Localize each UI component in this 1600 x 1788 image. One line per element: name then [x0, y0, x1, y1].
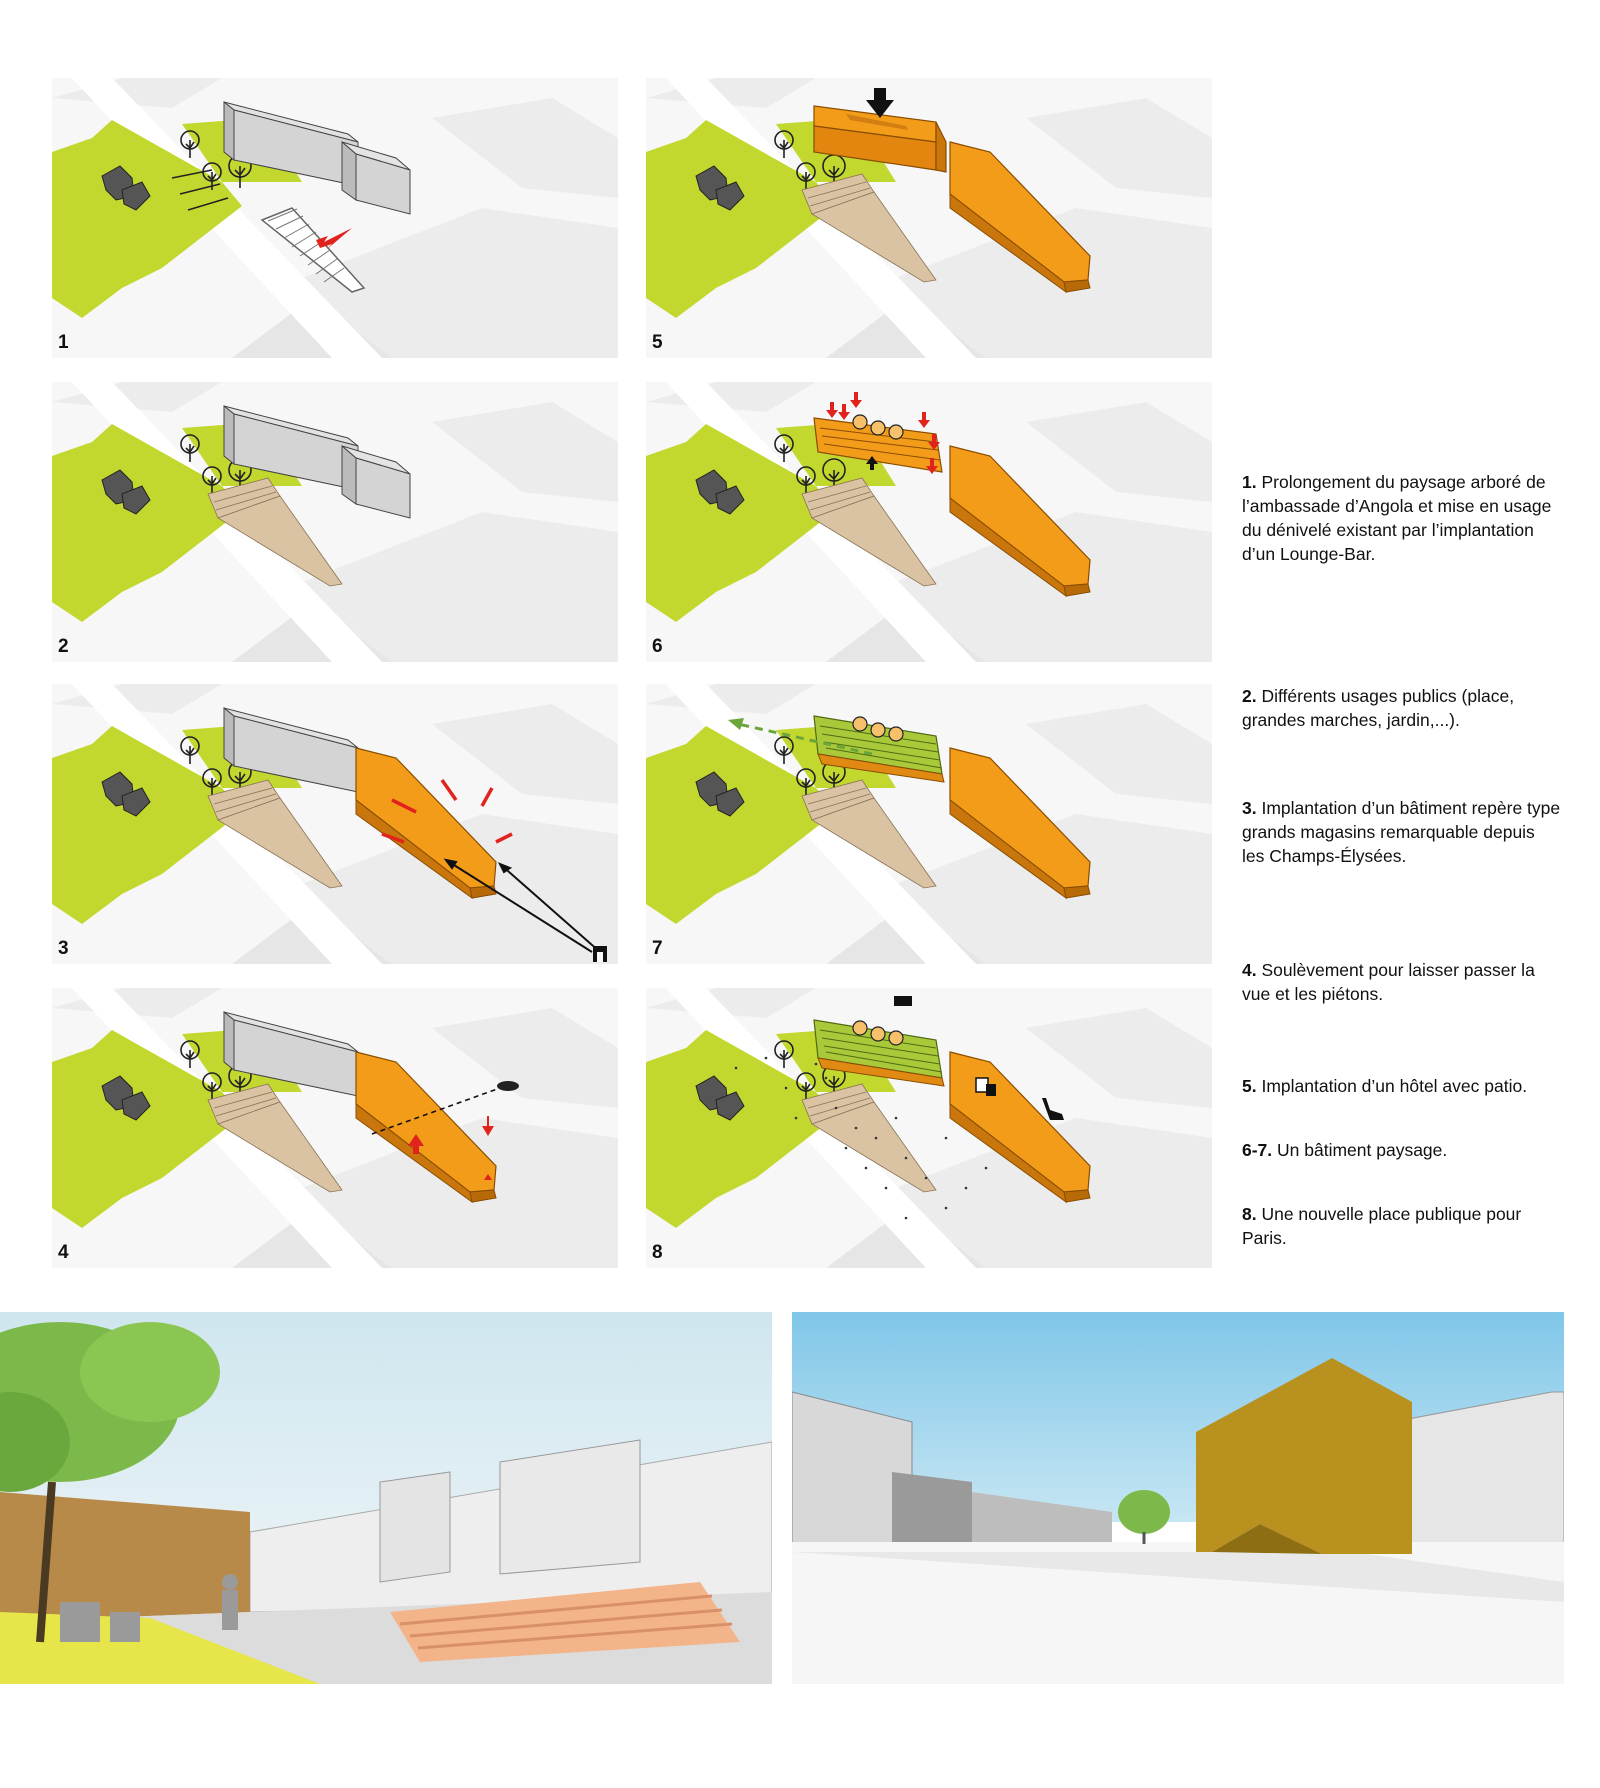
axonometric-diagram [52, 988, 618, 1268]
axonometric-diagram [646, 684, 1212, 964]
description-text: Un bâtiment paysage. [1272, 1140, 1448, 1160]
garden-perspective-image [0, 1312, 772, 1684]
description-text: Une nouvelle place publique pour Paris. [1242, 1204, 1522, 1248]
description-7 [1242, 1202, 1522, 1250]
axonometric-diagram [646, 382, 1212, 662]
diagram-panel-8 [646, 988, 1212, 1268]
panel-number: 5 [652, 332, 663, 353]
diagram-panel-4 [52, 988, 618, 1268]
panel-number: 7 [652, 938, 663, 959]
plaza-perspective-image [792, 1312, 1564, 1684]
description-number: 1. [1242, 472, 1257, 492]
axonometric-diagram [52, 684, 618, 964]
axonometric-diagram [52, 382, 618, 662]
description-number: 4. [1242, 960, 1257, 980]
axonometric-diagram [646, 988, 1212, 1268]
description-number: 3. [1242, 798, 1257, 818]
rendering-garden-view [0, 1312, 772, 1684]
rendering-plaza-view [792, 1312, 1564, 1684]
description-text: Prolongement du paysage arboré de l’ambassade d’Angola et mise en usage du dénivelé existant par l’implantation d’un Lounge-Bar. [1242, 472, 1552, 564]
description-4 [1242, 958, 1562, 1006]
diagram-panel-3 [52, 684, 618, 964]
hotel-bed-icon [894, 996, 912, 1006]
description-number: 8. [1242, 1204, 1257, 1224]
description-number: 6-7. [1242, 1140, 1273, 1160]
panel-number: 4 [58, 1242, 69, 1263]
diagram-panel-7 [646, 684, 1212, 964]
description-text: Soulèvement pour laisser passer la vue et les piétons. [1242, 960, 1535, 1004]
panel-number: 6 [652, 636, 663, 657]
diagram-panel-2 [52, 382, 618, 662]
diagram-panel-1 [52, 78, 618, 358]
description-text: Implantation d’un hôtel avec patio. [1256, 1076, 1528, 1096]
description-number: 2. [1242, 686, 1257, 706]
arc-de-triomphe-icon [593, 946, 607, 962]
panel-number: 8 [652, 1242, 663, 1263]
description-3 [1242, 796, 1562, 868]
description-6 [1242, 1138, 1562, 1162]
car-icon [497, 1081, 519, 1091]
description-5 [1242, 1074, 1582, 1098]
diagram-panel-5 [646, 78, 1212, 358]
description-text: Implantation d’un bâtiment repère type grands magasins remarquable depuis les Champs-Élysées. [1242, 798, 1561, 866]
panel-number: 2 [58, 636, 69, 657]
panel-number: 3 [58, 938, 69, 959]
description-number: 5. [1242, 1076, 1257, 1096]
description-2 [1242, 684, 1562, 732]
description-1 [1242, 470, 1562, 566]
panel-number: 1 [58, 332, 69, 353]
axonometric-diagram [52, 78, 618, 358]
description-text: Différents usages publics (place, grandes marches, jardin,...). [1242, 686, 1515, 730]
diagram-panel-6 [646, 382, 1212, 662]
axonometric-diagram [646, 78, 1212, 358]
